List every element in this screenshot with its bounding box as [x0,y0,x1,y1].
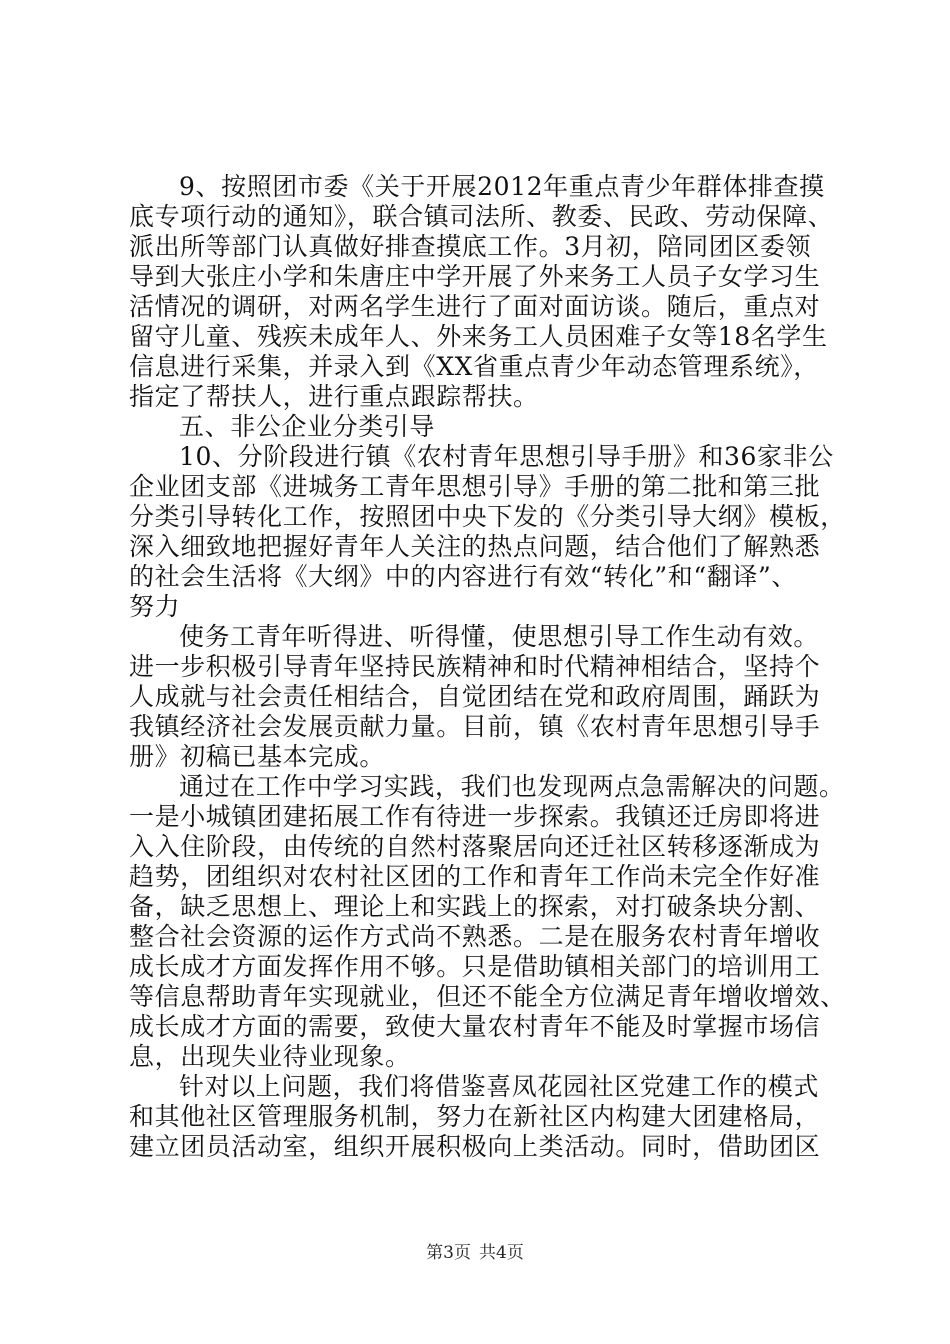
text-line: 分类引导转化工作，按照团中央下发的《分类引导大纲》模板， [129,502,846,531]
text-line: 信息进行采集，并录入到《XX省重点青少年动态管理系统》， [129,352,819,381]
text-line: 导到大张庄小学和朱唐庄中学开展了外来务工人员子女学习生 [129,262,821,291]
page-number: 第3页 [426,1243,471,1263]
text-line: 入入住阶段，由传统的自然村落聚居向还迁社区转移逐渐成为 [129,832,821,861]
text-line: 和其他社区管理服务机制，努力在新社区内构建大团建格局， [129,1102,821,1131]
text-line: 的社会生活将《大纲》中的内容进行有效“转化”和“翻译”、 [129,562,797,591]
text-line: 派出所等部门认真做好排查摸底工作。3月初，陪同团区委领 [129,232,812,261]
page-total: 共4页 [479,1243,524,1263]
text-line: 通过在工作中学习实践，我们也发现两点急需解决的问题。 [179,772,845,801]
text-line: 人成就与社会责任相结合，自觉团结在党和政府周围，踊跃为 [129,682,821,711]
text-line: 备，缺乏思想上、理论上和实践上的探索，对打破条块分割、 [129,892,821,921]
text-line: 指定了帮扶人，进行重点跟踪帮扶。 [129,382,539,411]
text-line: 五、非公企业分类引导 [179,412,436,441]
text-line: 使务工青年听得进、听得懂，使思想引导工作生动有效。 [179,622,820,651]
text-line: 针对以上问题，我们将借鉴喜凤花园社区党建工作的模式 [179,1072,820,1101]
text-line: 等信息帮助青年实现就业，但还不能全方位满足青年增收增效、 [129,982,846,1011]
text-line: 努力 [129,592,181,621]
text-line: 建立团员活动室，组织开展积极向上类活动。同时，借助团区 [129,1132,821,1161]
text-line: 10、分阶段进行镇《农村青年思想引导手册》和36家非公 [179,442,834,471]
text-line: 我镇经济社会发展贡献力量。目前，镇《农村青年思想引导手 [129,712,821,741]
text-line: 企业团支部《进城务工青年思想引导》手册的第二批和第三批 [129,472,821,501]
text-line: 9、按照团市委《关于开展2012年重点青少年群体排查摸 [179,172,825,201]
text-line: 趋势，团组织对农村社区团的工作和青年工作尚未完全作好准 [129,862,821,891]
page-footer [0,1242,950,1264]
text-line: 成长成才方面发挥作用不够。只是借助镇相关部门的培训用工 [129,952,821,981]
text-line: 一是小城镇团建拓展工作有待进一步探索。我镇还迁房即将进 [129,802,821,831]
text-line: 深入细致地把握好青年人关注的热点问题，结合他们了解熟悉 [129,532,821,561]
document-body [129,172,846,1162]
text-line: 留守儿童、残疾未成年人、外来务工人员困难子女等18名学生 [129,322,828,351]
text-line: 进一步积极引导青年坚持民族精神和时代精神相结合，坚持个 [129,652,821,681]
text-line: 底专项行动的通知》，联合镇司法所、教委、民政、劳动保障、 [129,202,834,231]
text-line: 成长成才方面的需要，致使大量农村青年不能及时掌握市场信 [129,1012,821,1041]
text-line: 册》初稿已基本完成。 [129,742,386,771]
text-line: 活情况的调研，对两名学生进行了面对面访谈。随后，重点对 [129,292,821,321]
text-line: 整合社会资源的运作方式尚不熟悉。二是在服务农村青年增收 [129,922,821,951]
text-line: 息，出现失业待业现象。 [129,1042,411,1071]
